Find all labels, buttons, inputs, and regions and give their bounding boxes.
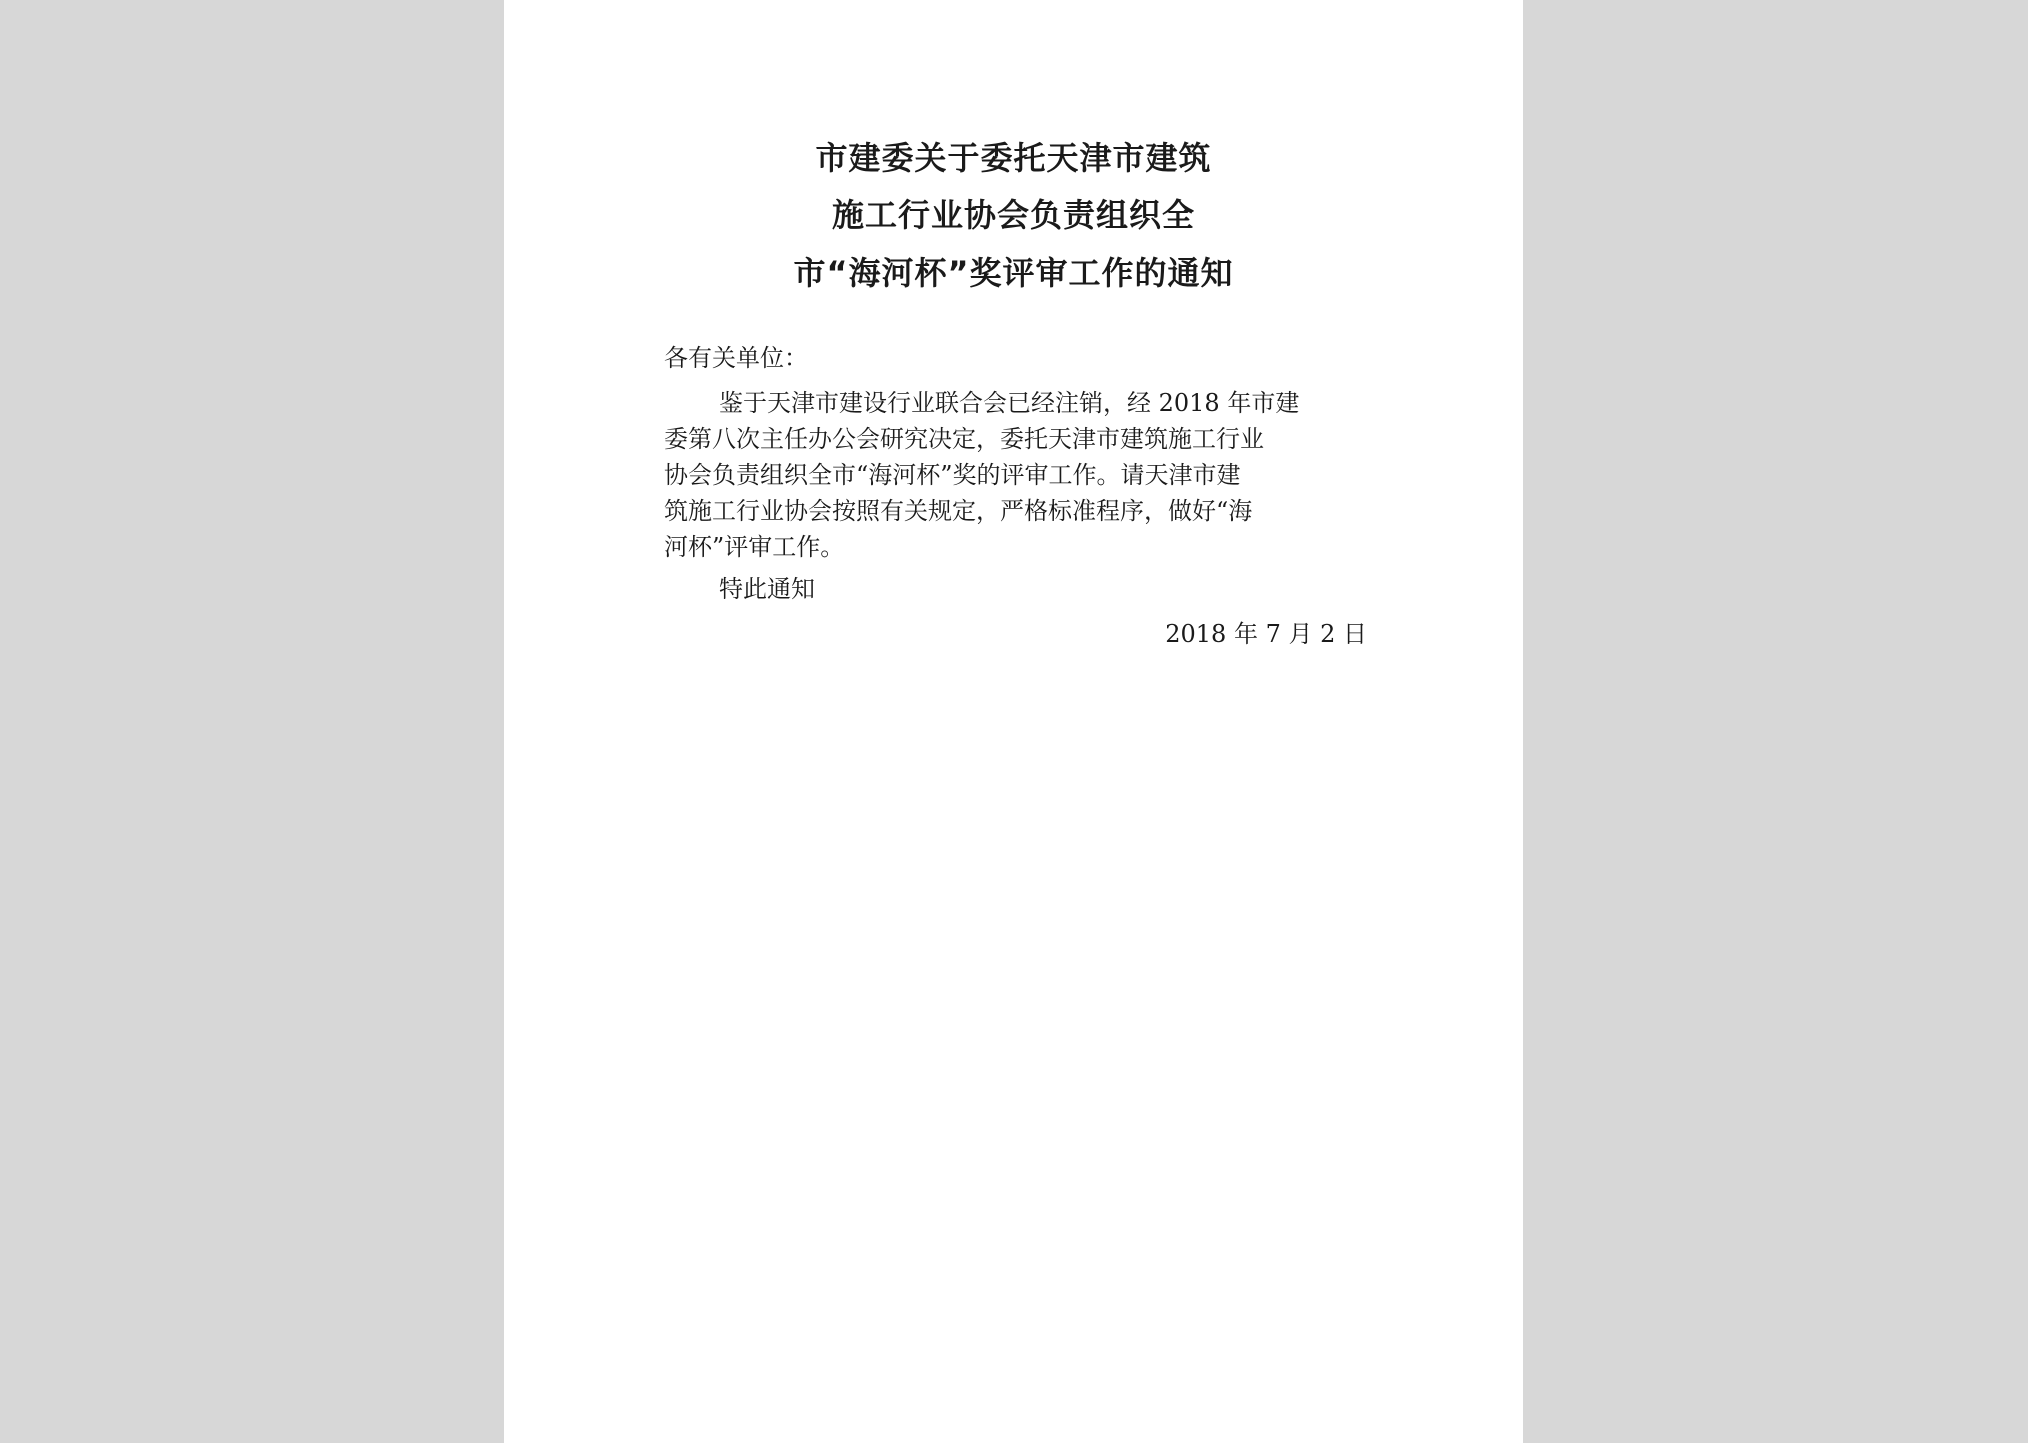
salutation: 各有关单位：: [664, 344, 808, 372]
body-line-3: 协会负责组织全市“海河杯”奖的评审工作。请天津市建: [664, 461, 1241, 489]
document-page: [504, 0, 1523, 1443]
document-date: 2018 年 7 月 2 日: [1165, 620, 1367, 648]
body-line-2: 委第八次主任办公会研究决定，委托天津市建筑施工行业: [664, 425, 1264, 453]
closing-text: 特此通知: [719, 575, 815, 603]
body-line-5: 河杯”评审工作。: [664, 533, 845, 561]
document-title-line-1: 市建委关于委托天津市建筑: [815, 139, 1212, 177]
document-title-line-3: 市“海河杯”奖评审工作的通知: [793, 254, 1234, 292]
body-line-4: 筑施工行业协会按照有关规定，严格标准程序，做好“海: [664, 497, 1253, 525]
document-title-line-2: 施工行业协会负责组织全: [831, 196, 1195, 234]
body-line-1: 鉴于天津市建设行业联合会已经注销，经 2018 年市建: [719, 389, 1300, 417]
